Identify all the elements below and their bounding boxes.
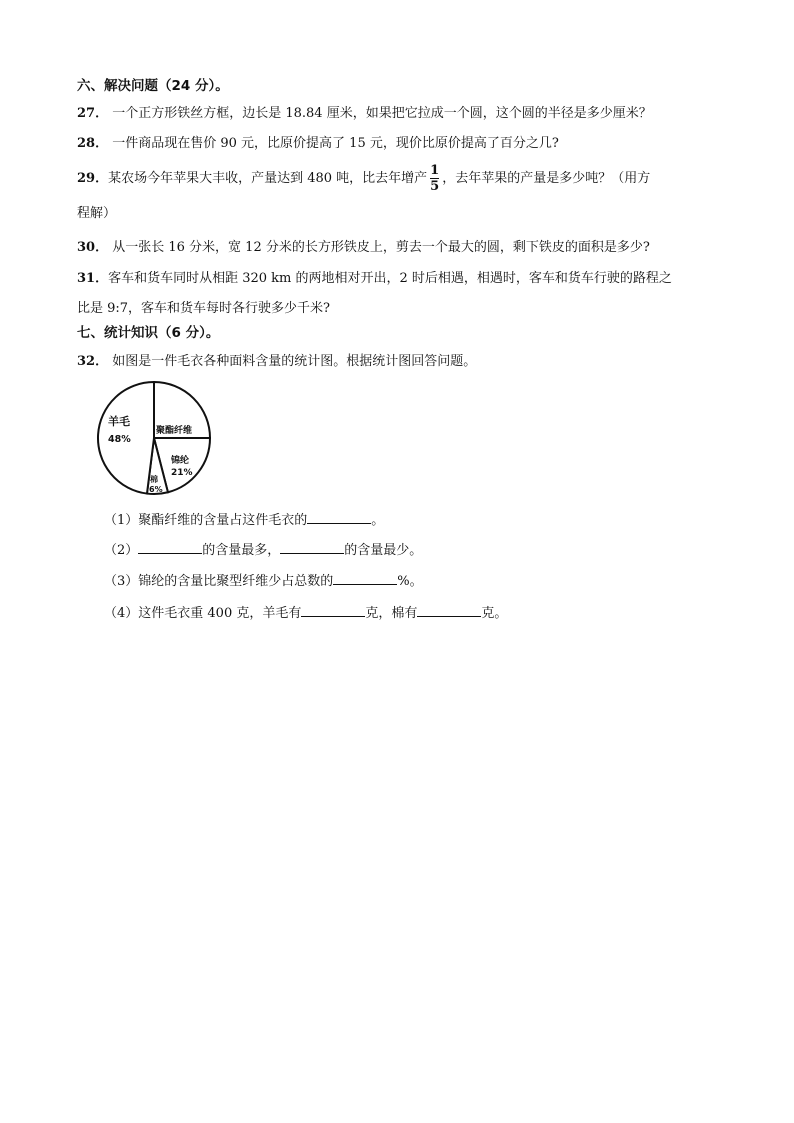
question-number: 30．: [77, 240, 109, 255]
question-text-b: ，去年苹果的产量是多少吨？（用方: [442, 171, 651, 186]
sub3-end: %。: [397, 574, 423, 589]
label-nylon: 锦纶: [171, 456, 190, 466]
section-6-title: 六、解决问题（24 分）。: [77, 78, 229, 94]
question-number: 28．: [77, 136, 109, 151]
label-cotton-pct: 6%: [149, 485, 163, 494]
fraction-numerator: 1: [430, 163, 440, 178]
sub2-text-b: 的含量最多，: [202, 543, 281, 558]
sub-question-3: [104, 571, 423, 591]
question-text: 从一张长 16 分米，宽 12 分米的长方形铁皮上，剪去一个最大的圆，剩下铁皮的面积是多少?: [112, 240, 650, 255]
sub-question-4: [104, 603, 507, 623]
question-29-continued: 程解）: [77, 206, 117, 221]
label-nylon-pct: 21%: [171, 468, 193, 478]
sub1-text: （1）聚酯纤维的含量占这件毛衣的: [104, 513, 308, 528]
question-text: 一件商品现在售价 90 元，比原价提高了 15 元，现价比原价提高了百分之几?: [112, 136, 559, 151]
sub1-end: 。: [371, 513, 385, 528]
question-number: 32．: [77, 354, 109, 369]
question-text-a: 客车和货车同时从相距 320 km 的两地相对开出，2 时后相遇，相遇时，客车和货车行驶的路程之: [108, 271, 672, 286]
label-wool: 羊毛: [108, 415, 130, 428]
answer-blank-2b[interactable]: [280, 540, 344, 554]
answer-blank-4b[interactable]: [417, 603, 481, 617]
sub2-text-c: 的含量最少。: [344, 543, 423, 558]
question-29: [77, 164, 650, 193]
label-cotton: 棉: [150, 475, 158, 484]
question-text: 一个正方形铁丝方框，边长是 18.84 厘米，如果把它拉成一个圆，这个圆的半径是多少厘米？: [112, 106, 652, 121]
question-31: [77, 270, 672, 288]
answer-blank-3[interactable]: [333, 571, 397, 585]
question-31-continued: 比是 9:7，客车和货车每时各行驶多少千米?: [77, 301, 331, 316]
sub3-text: （3）锦纶的含量比聚型纤维少占总数的: [104, 574, 334, 589]
question-28: [77, 135, 559, 153]
question-30: [77, 239, 650, 257]
question-number: 31．: [77, 271, 109, 286]
answer-blank-4a[interactable]: [301, 603, 365, 617]
question-number: 27．: [77, 106, 109, 121]
question-27: [77, 105, 652, 123]
sub-question-1: [104, 510, 384, 530]
sub2-text-a: （2）: [104, 543, 139, 558]
fraction-denominator: 5: [430, 179, 440, 194]
question-text-a: 某农场今年苹果大丰收，产量达到 480 吨，比去年增产: [108, 171, 428, 186]
fabric-pie-chart: [94, 378, 216, 498]
answer-blank-2a[interactable]: [138, 540, 202, 554]
question-number: 29．: [77, 171, 109, 186]
sub4-text-a: （4）这件毛衣重 400 克，羊毛有: [104, 606, 302, 621]
question-text: 如图是一件毛衣各种面料含量的统计图。根据统计图回答问题。: [112, 354, 477, 369]
label-polyester: 聚酯纤维: [156, 426, 193, 436]
sub4-text-b: 克，棉有: [365, 606, 418, 621]
answer-blank-1[interactable]: [307, 510, 371, 524]
sub-question-2: [104, 540, 422, 560]
sub4-text-c: 克。: [481, 606, 508, 621]
section-7-title: 七、统计知识（6 分）。: [77, 325, 220, 341]
fraction-one-fifth: [430, 164, 439, 193]
question-32: [77, 353, 476, 371]
label-wool-pct: 48%: [108, 434, 131, 445]
